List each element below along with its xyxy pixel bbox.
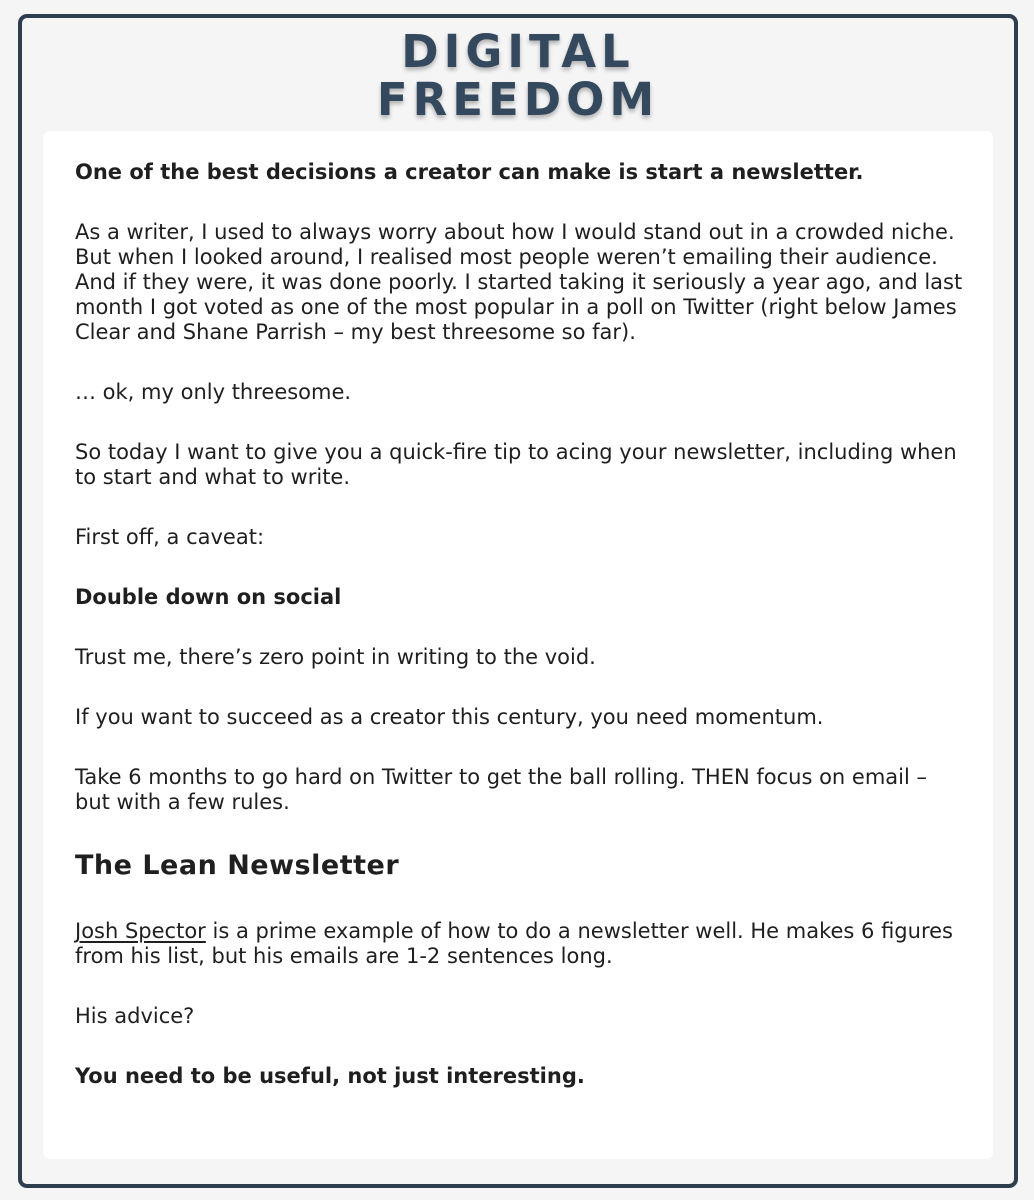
subheading-double-down: Double down on social — [75, 585, 342, 609]
section-heading-lean-newsletter: The Lean Newsletter — [75, 850, 400, 881]
paragraph: Trust me, there’s zero point in writing to the void. — [75, 645, 596, 669]
josh-spector-link[interactable]: Josh Spector — [75, 919, 206, 943]
paragraph: If you want to succeed as a creator this century, you need momentum. — [75, 705, 824, 729]
site-title-line1: DIGITAL — [401, 25, 635, 78]
page-frame — [18, 14, 1018, 1188]
article-card — [43, 131, 993, 1159]
paragraph-text: is a prime example of how to do a newsletter well. He makes 6 figures from his list, but his emails are 1-2 sentences long. — [75, 919, 953, 968]
closing-paragraph: You need to be useful, not just interesting. — [75, 1064, 585, 1088]
paragraph: As a writer, I used to always worry about how I would stand out in a crowded niche. But when I looked around, I realised most people weren’t emailing their audience. And if they were, it was done poorly. I started taking it seriously a year ago, and last month I got voted as one of the most popular in a poll on Twitter (right below James Clear and Shane Parrish – my best threesome so far). — [75, 220, 963, 344]
paragraph-josh-spector — [75, 919, 965, 969]
paragraph: So today I want to give you a quick-fire tip to acing your newsletter, including when to start and what to write. — [75, 440, 957, 489]
site-title-line2: FREEDOM — [376, 73, 660, 126]
intro-paragraph: One of the best decisions a creator can make is start a newsletter. — [75, 160, 864, 184]
article-body — [75, 160, 965, 1124]
paragraph: First off, a caveat: — [75, 525, 265, 549]
paragraph: Take 6 months to go hard on Twitter to get the ball rolling. THEN focus on email – but with a few rules. — [75, 765, 928, 814]
site-title[interactable] — [22, 25, 1014, 126]
paragraph: His advice? — [75, 1004, 195, 1028]
paragraph: … ok, my only threesome. — [75, 380, 352, 404]
